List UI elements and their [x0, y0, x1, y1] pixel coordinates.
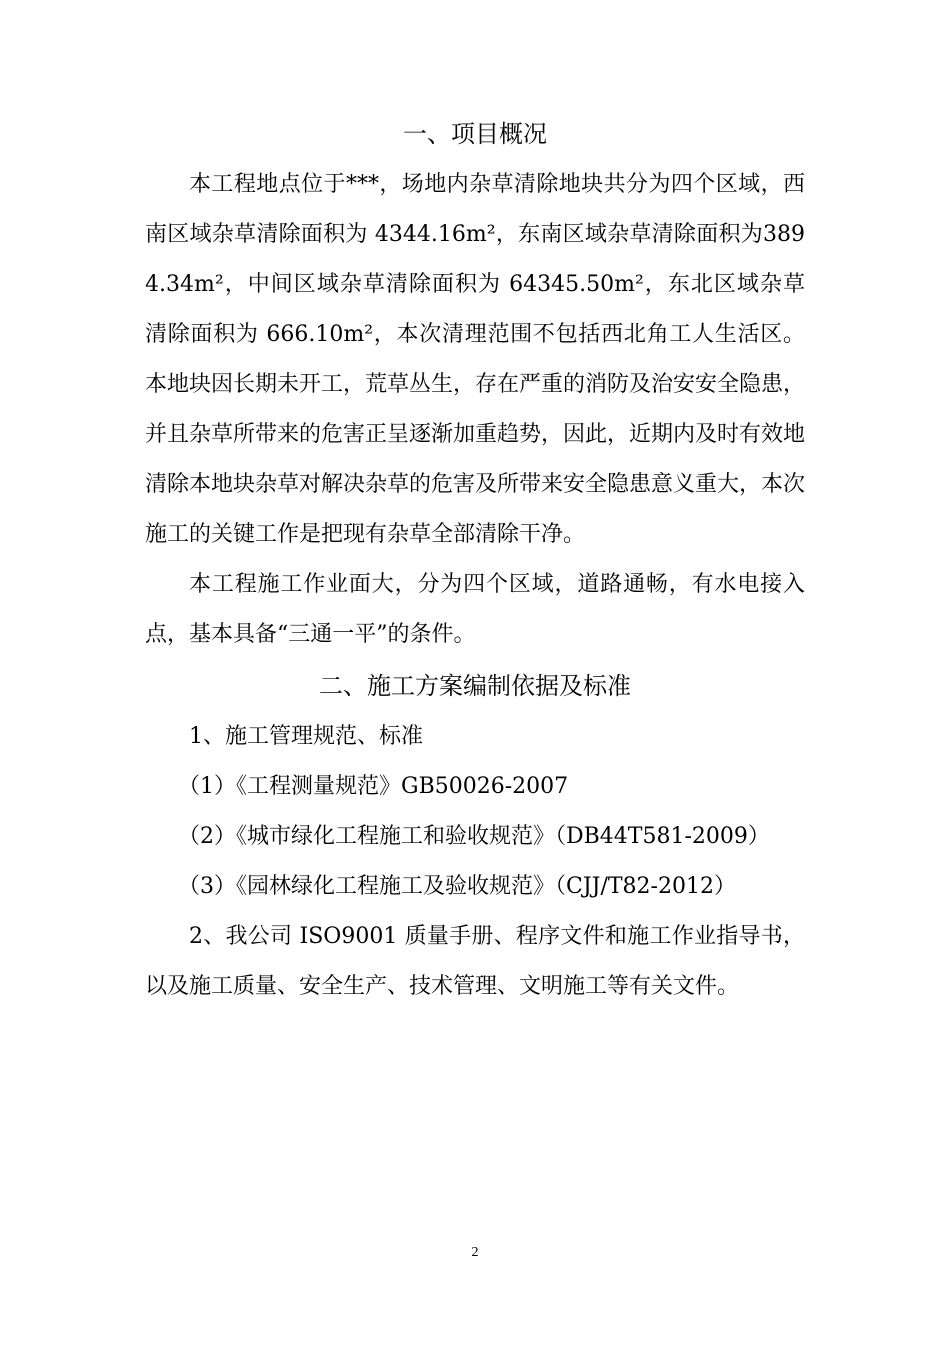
list-item-standard: （1）《工程测量规范》GB50026-2007 — [178, 774, 569, 799]
page-number: 2 — [471, 1245, 479, 1260]
list-item-standard: （3）《园林绿化工程施工及验收规范》（CJJ/T82-2012） — [178, 874, 736, 899]
section-heading-basis-and-standards: 二、施工方案编制依据及标准 — [319, 672, 631, 700]
paragraph-site-description: 本工程地点位于***，场地内杂草清除地块共分为四个区域，西南区域杂草清除面积为 4344.16m²，东南区域杂草清除面积为3894.34m²，中间区域杂草清除面积为 64345.50m²，东北区域杂草清除面积为 666.10m²，本次清理范围不包括西北角工人生活区。本地块因长期未开工，荒草丛生，存在严重的消防及治安安全隐患，并且杂草所带来的危害正呈逐渐加重趋势，因此，近期内及时有效地清除本地块杂草对解决杂草的危害及所带来安全隐患意义重大，本次施工的关键工作是把现有杂草全部清除干净。 — [145, 172, 806, 547]
list-item-management-standards: 1、施工管理规范、标准 — [189, 724, 423, 749]
list-item-company-documents: 2、我公司 ISO9001 质量手册、程序文件和施工作业指导书，以及施工质量、安全生产、技术管理、文明施工等有关文件。 — [145, 924, 805, 999]
list-item-standard: （2）《城市绿化工程施工和验收规范》（DB44T581-2009） — [178, 824, 770, 849]
paragraph-site-conditions: 本工程施工作业面大，分为四个区域，道路通畅，有水电接入点，基本具备“三通一平”的条件。 — [145, 572, 805, 647]
document-body — [145, 108, 805, 1012]
section-heading-project-overview: 一、项目概况 — [403, 120, 547, 148]
